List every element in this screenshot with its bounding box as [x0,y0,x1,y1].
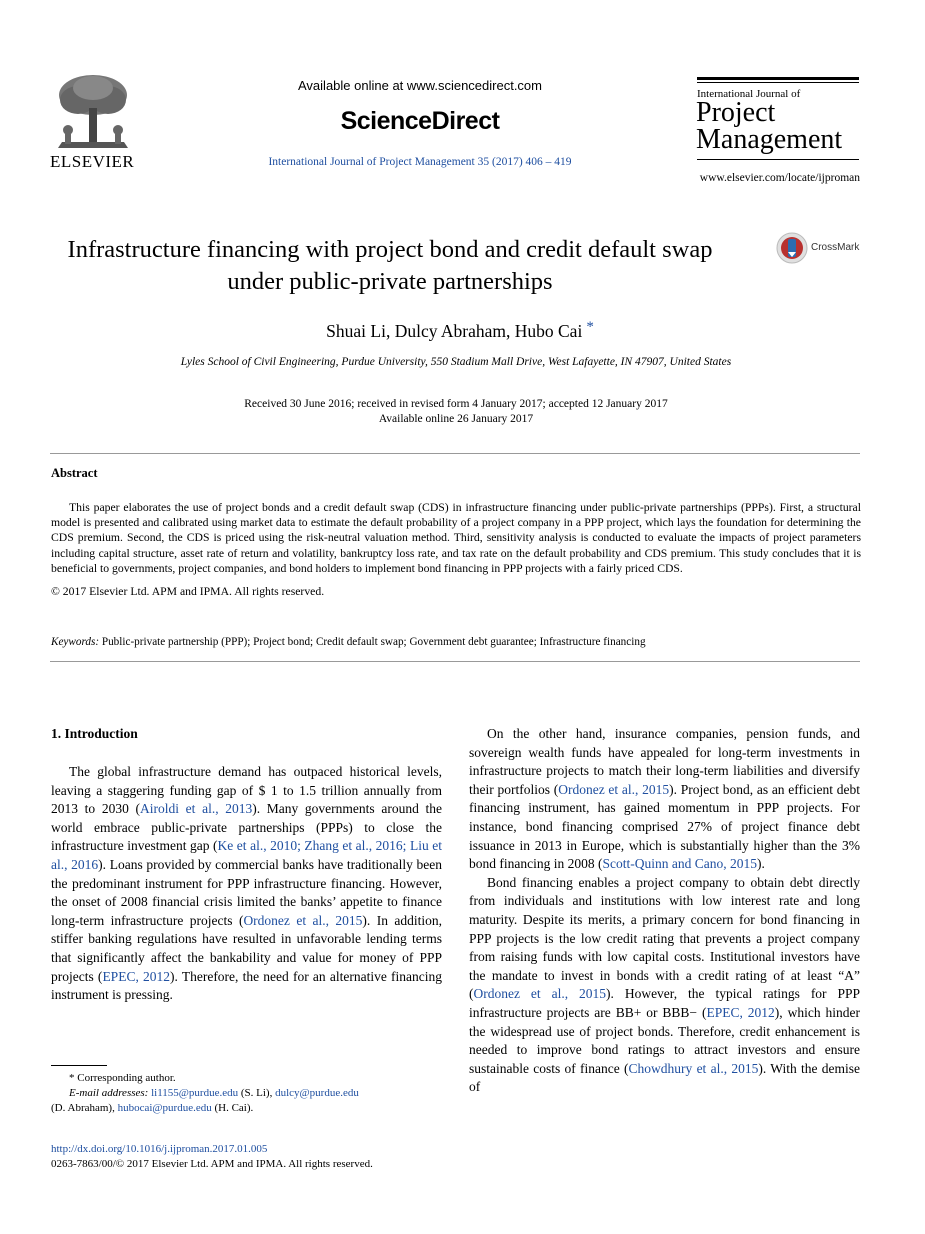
text-run: On the other hand, insurance companies, pension funds, and sovereign wealth funds have appealed for long-term investments in infrastructure projects to match their long-term liabilities and diversify their portfolios ( [469,726,860,797]
corresponding-author-marker[interactable]: * [586,319,594,335]
email-link[interactable]: dulcy@purdue.edu [275,1087,359,1099]
publisher-name: ELSEVIER [50,152,135,171]
citation-link[interactable]: EPEC, 2012 [102,968,171,984]
text-run: ). With the demise of [469,1060,860,1095]
footnote-rule [51,1065,107,1066]
email-label: E-mail addresses: [69,1087,149,1099]
email-owner: (S. Li), [240,1087,273,1099]
citation-link[interactable]: Chowdhury et al., 2015 [628,1060,759,1076]
text-run: ). Loans provided by commercial banks have traditionally been the predominant instrument for PPP infrastructure financing. However, the onset of 2008 financial crisis limited the banks’ appetite to finance long-term infrastructure projects ( [51,856,443,928]
available-online-text: Available online at www.sciencedirect.com [298,78,542,93]
citation-link[interactable]: Ordonez et al., 2015 [243,912,363,928]
text-run: ). In addition, stiffer banking regulations have resulted in unfavorable lending terms that significantly affect the bankability and value for money of PPP projects ( [51,912,442,984]
keywords-text: Public-private partnership (PPP); Project bond; Credit default swap; Government debt guarantee; Infrastructure financing [101,636,646,648]
email-link[interactable]: hubocai@purdue.edu [117,1102,212,1114]
citation-link[interactable]: Airoldi et al., 2013 [140,801,253,817]
paragraph [469,725,860,874]
journal-brand-line2: Project [696,97,776,128]
citation-link[interactable]: Scott-Quinn and Cano, 2015 [602,856,757,872]
author-names: Shuai Li, Dulcy Abraham, Hubo Cai [326,321,583,341]
section-heading: 1. Introduction [51,726,138,741]
journal-brand-line1: International Journal of [697,88,801,100]
available-online-date: Available online 26 January 2017 [378,413,534,425]
email-owner: (H. Cai). [214,1102,254,1114]
paragraph [469,874,860,1097]
divider [50,661,860,662]
received-dates: Received 30 June 2016; received in revised form 4 January 2017; accepted 12 January 2017 [244,398,668,410]
keywords [51,636,861,648]
journal-brand-rule [697,77,859,80]
text-run: ). [756,856,765,872]
text-run: Bond financing enables a project company to obtain debt directly from individuals and institutions with low interest rate and long maturity. Despite its merits, a primary concern for bond financing in PPP projects is the low credit rating that prevents a project company from raising funds with low capital costs. Institutional investors have the mandate to invest in bonds with a credit rating of at least “A” ( [469,874,860,1002]
abstract-copyright: © 2017 Elsevier Ltd. APM and IPMA. All rights reserved. [51,585,325,598]
dates-block [100,397,812,427]
divider [50,453,860,454]
affiliation: Lyles School of Civil Engineering, Purdue University, 550 Stadium Mall Drive, West Lafayette, IN 47907, United States [180,356,732,368]
sciencedirect-logo[interactable]: ScienceDirect [340,107,500,135]
text-run: The global infrastructure demand has outpaced historical levels, leaving a staggering funding gap of $ 1 to 1.5 trillion annually from 2013 to 2030 ( [51,764,442,817]
left-column [51,763,442,1005]
text-run: ). Many governments around the world embrace public-private partnerships (PPPs) to close the infrastructure investment gap ( [51,801,442,854]
text-run: ). Therefore, the need for an alternative financing instrument is pressing. [51,968,442,1003]
issn-line: 0263-7863/00/© 2017 Elsevier Ltd. APM and IPMA. All rights reserved. [51,1158,373,1170]
right-column [469,725,860,1097]
email-line [51,1086,451,1101]
crossmark-label[interactable]: CrossMark [811,242,860,253]
email-line [51,1101,451,1116]
author-list [150,319,770,342]
journal-brand-rule [697,82,859,83]
abstract-heading: Abstract [51,466,98,480]
journal-brand-rule [697,159,859,160]
journal-url[interactable]: www.elsevier.com/locate/ijproman [699,172,860,184]
paragraph [51,763,442,1005]
citation-link[interactable]: Ordonez et al., 2015 [473,986,607,1002]
article-title: Infrastructure financing with project bond and credit default swap under public-private partnerships [67,236,713,295]
keywords-label: Keywords: [51,636,100,648]
text-run: ). However, the typical ratings for PPP infrastructure projects are BB+ or BBB− ( [469,986,861,1020]
doi-link[interactable]: http://dx.doi.org/10.1016/j.ijproman.2017.01.005 [51,1143,268,1155]
journal-reference-link[interactable]: International Journal of Project Management 35 (2017) 406 – 419 [268,156,572,168]
journal-brand-line3: Management [696,124,843,155]
crossmark-icon[interactable] [776,232,808,264]
email-link[interactable]: li1155@purdue.edu [151,1087,239,1099]
abstract-text: This paper elaborates the use of project bonds and a credit default swap (CDS) in infrastructure financing under public-private partnerships (PPPs). First, a structural model is presented and calibrated using market data to estimate the default probability of a project company in a PPP project, which lays the foundation for determining the CDS premium. Second, the CDS is priced using the risk-neutral valuation method. Third, sensitivity analysis is conducted to evaluate the impacts of project parameters including capital structure, asset rate of return and volatility, bankruptcy loss rate, and tax rate on the default probability and CDS premium. This study concludes that it is beneficial to governments, project companies, and bond holders to implement bond financing in PPP projects with a fairly priced CDS. [51,501,861,575]
citation-link[interactable]: Ke et al., 2010; Zhang et al., 2016; Liu et al., 2016 [51,838,442,872]
footnote [51,1071,451,1116]
email-owner: (D. Abraham), [51,1102,115,1114]
citation-link[interactable]: Ordonez et al., 2015 [558,781,670,797]
corresponding-author-note: * Corresponding author. [69,1072,176,1084]
citation-link[interactable]: EPEC, 2012 [706,1004,775,1020]
text-run: ), which hinder the widespread use of project bonds. Therefore, credit enhancement is needed to improve bond ratings to attract investors and ensure sustainable costs of finance ( [469,1004,860,1076]
text-run: ). Project bond, as an efficient debt financing instrument, has gained momentum in PPP projects. For instance, bond financing comprised 27% of project finance debt issuance in 2013 in Europe, which is substantially higher than the 3% bond financing in 2008 ( [469,781,860,872]
